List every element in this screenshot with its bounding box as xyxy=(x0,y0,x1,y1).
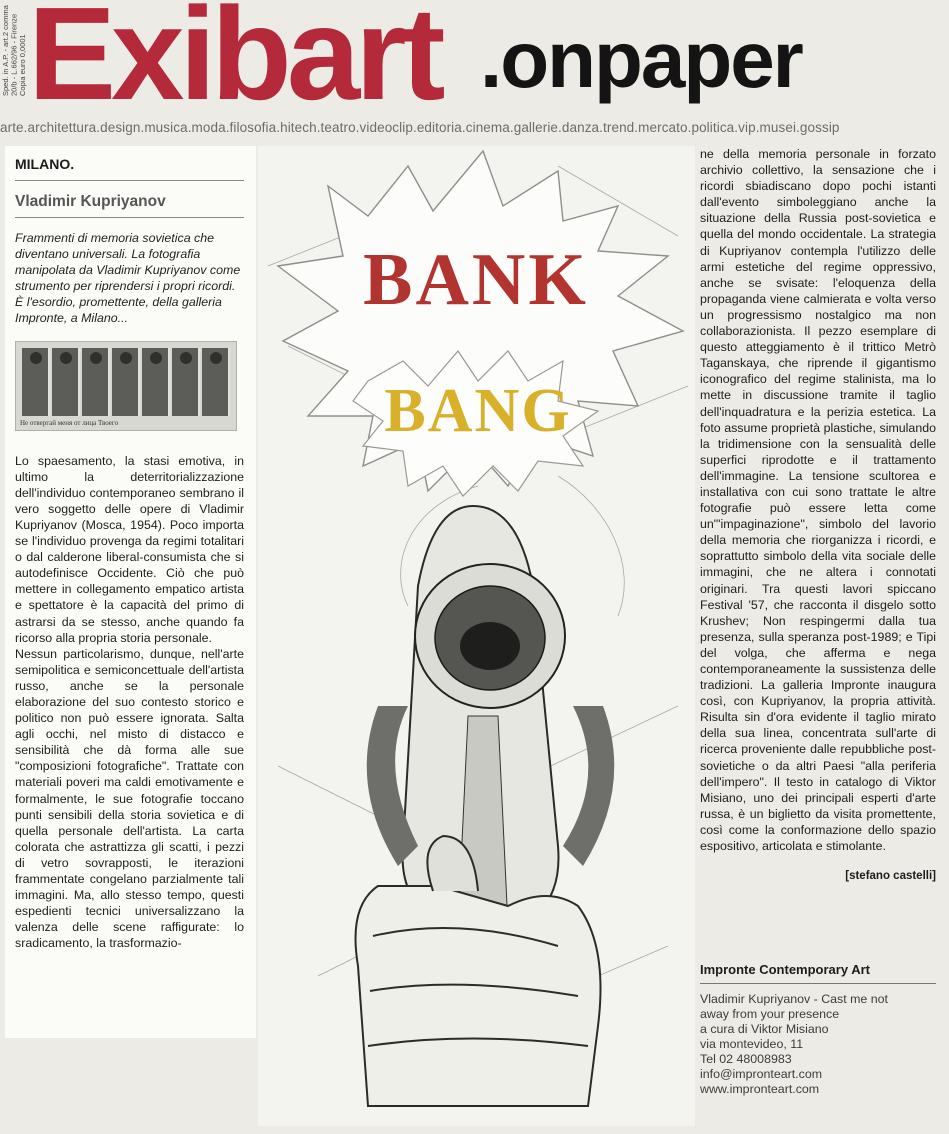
article-body-left xyxy=(15,453,244,952)
thumb-figure xyxy=(172,348,200,416)
thumb-figure xyxy=(142,348,170,416)
article-signature: [stefano castelli] xyxy=(845,870,936,883)
revolver xyxy=(367,506,615,926)
right-column xyxy=(700,146,936,946)
article-author: Vladimir Kupriyanov xyxy=(15,193,166,210)
website-link[interactable]: www.impronteart.com xyxy=(700,1082,820,1096)
masthead-side-note: Sped. in A.P. - art.2 comma 20/b - L.662/96 - Firenze Copia euro 0,0001 xyxy=(1,5,27,96)
paragraph: Lo spaesamento, la stasi emotiva, in ultimo la deterritorializzazione dell'individuo contemporaneo sembrano il vero soggetto delle opere di Vladimir Kupriyanov (Mosca, 1954). Poco importa se l'individuo provenga da regimi totalitari o dal calderone liberal-consumista che si autodefinisce Occidente. Ciò che può mettere in collegamento empatico artista e spettatore è la capacità del primo di astrarsi da se stesso, anche quando fa ricorso alla propria storia personale. xyxy=(15,453,244,645)
thumb-figure xyxy=(52,348,80,416)
bank-bang-drawing xyxy=(258,146,695,1126)
info-line: a cura di Viktor Misiano xyxy=(700,1022,829,1036)
info-line: away from your presence xyxy=(700,1007,840,1021)
email-link[interactable]: info@impronteart.com xyxy=(700,1067,823,1081)
divider xyxy=(15,180,244,181)
artwork-illustration xyxy=(258,146,695,1126)
left-column xyxy=(5,146,256,1038)
bank-word: BANK xyxy=(363,239,589,321)
bang-word: BANG xyxy=(384,377,572,445)
thumb-figure xyxy=(202,348,230,416)
thumb-caption: Не отвергай меня от лица Твоего xyxy=(20,418,119,427)
masthead-tagline: arte.architettura.design.musica.moda.filosofia.hitech.teatro.videoclip.editoria.cinema.gallerie.danza.trend.mercato.politica.vip.musei.gossip xyxy=(0,120,840,135)
thumb-figure xyxy=(82,348,110,416)
thumb-figure xyxy=(22,348,50,416)
info-line: Tel 02 48008983 xyxy=(700,1052,792,1066)
logo-onpaper: .onpaper xyxy=(480,15,802,104)
divider xyxy=(700,983,936,984)
logo-exibart: Exibart xyxy=(28,0,441,127)
thumb-figure xyxy=(112,348,140,416)
exhibition-info xyxy=(700,956,936,1128)
article-body-right: ne della memoria personale in forzato archivio collettivo, la sensazione che i ricordi sbiadiscano dopo pochi istanti dall'evento simboleggiano anche la situazione della Russia post-sovietica e quella del mondo occidentale. La strategia di Kupriyanov contempla l'utilizzo delle armi estetiche del regime oppressivo, anche se svisate: l'eloquenza della propaganda viene calmierata e volta verso un progressismo nostalgico ma non collaborazionista. Il pezzo esemplare di questo atteggiamento è il trittico Metrò Taganskaya, che riprende il gigantismo iconografico del regime stalinista, ma lo mette in discussione tramite il taglio dell'inquadratura e la perizia estetica. La foto assume proprietà plastiche, simulando la tridimensione con la sensualità delle superfici riprodotte e il trattamento dell'immagine. La tensione scultorea e installativa con cui sono trattate le altre fotografie può essere letta come un"'impaginazione", simbolo del lavorio della memoria che riorganizza i ricordi, e soprattutto simbolo della vita sociale delle immagini, che ne altera i connotati originari. Tra questi lavori spiccano Festival '57, che racconta il disgelo sotto Krushev; Non respingermi dalla tua presenza, sulla speranza post-1989; e Tipi del volga, che afferma e nega contemporaneamente la sussistenza delle tradizioni. La galleria Impronte inaugura così, con Kupriyanov, la propria attività. Risulta sin d'ora evidente il taglio mirato della sua linea, concentrata sull'arte di ricerca proveniente dalle repubbliche post-sovietiche o da altri Paesi "alla periferia dell'impero". Il testo in catalogo di Viktor Misiano, uno dei principali esperti d'arte russa, è un biglietto da visita promettente, così come la conformazione dello spazio espositivo, articolata e stimolante. xyxy=(700,147,936,854)
divider xyxy=(15,217,244,218)
paragraph: Nessun particolarismo, dunque, nell'arte semipolitica e semiconcettuale dell'artista russo, anche se la personale elaborazione del suo contesto storico e politico non può essere ignorata. Salta agli occhi, nel misto di distacco e sensibilità che dà forma alle sue "composizioni fotografiche". Trattate con materiali poveri ma caldi emotivamente e formalmente, le sue fotografie toccano punti sensibili della storia sovietica e di quella personale dell'artista. La carta colorata che astrattizza gli scatti, i pezzi di vetro sovrapposti, le iterazioni frammentate congelano parzialmente tali immagini. Ma, allo stesso tempo, questi espedienti tecnici universalizzano la valenza delle scene raffigurate: lo sradicamento, la trasformazio- xyxy=(15,646,244,951)
venue-name: Impronte Contemporary Art xyxy=(700,962,870,977)
artwork-thumbnail xyxy=(15,341,237,431)
article-intro: Frammenti di memoria sovietica che diventano universali. La fotografia manipolata da Vladimir Kupriyanov come strumento per riprendersi i propri ricordi. È l'esordio, promettente, della galleria Impronte, a Milano... xyxy=(15,231,241,326)
info-line: Vladimir Kupriyanov - Cast me not xyxy=(700,992,888,1006)
article-city: MILANO. xyxy=(15,156,75,172)
info-line: via montevideo, 11 xyxy=(700,1037,804,1051)
